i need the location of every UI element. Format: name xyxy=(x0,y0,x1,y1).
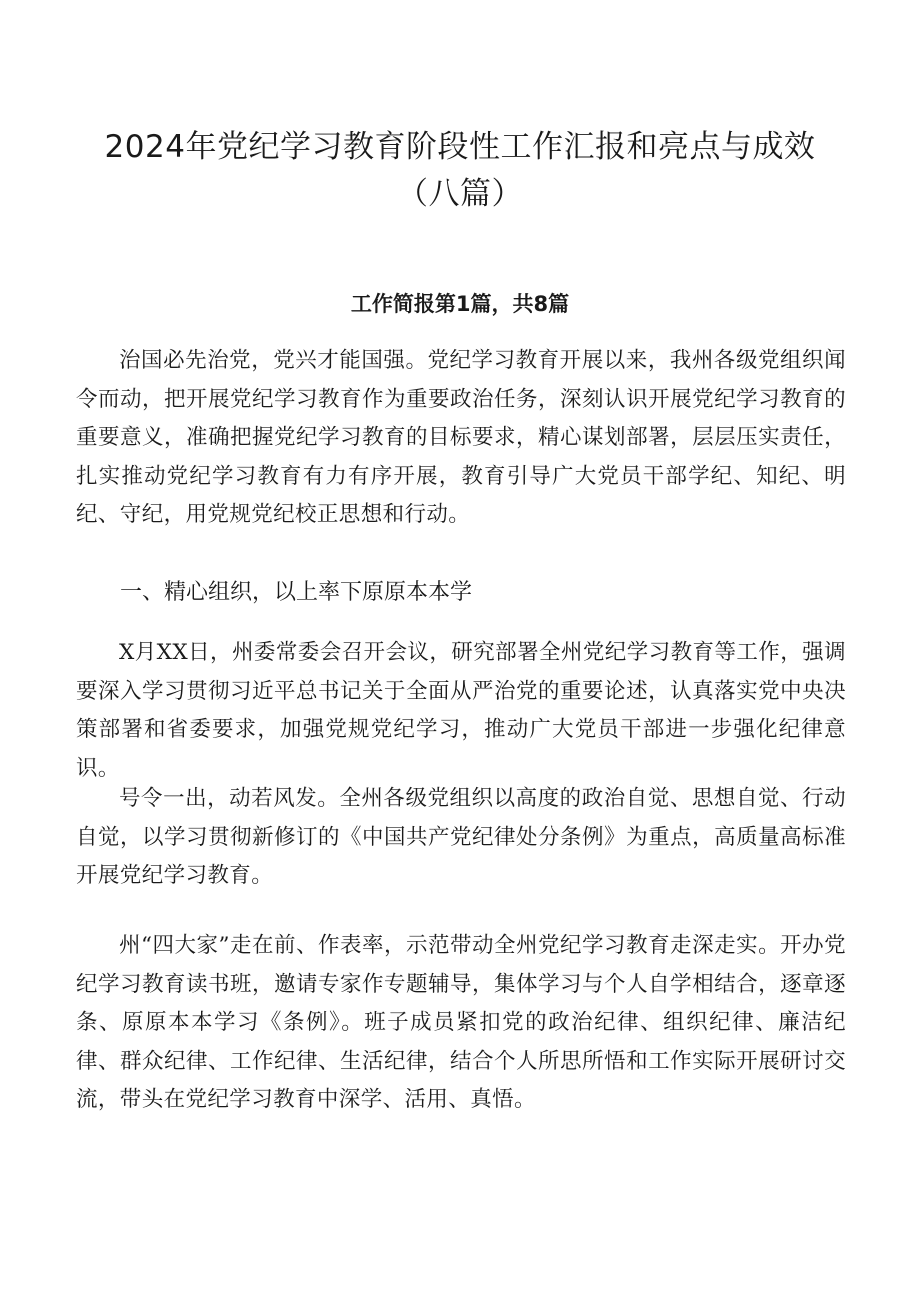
section-paragraph: 号令一出，动若风发。全州各级党组织以高度的政治自觉、思想自觉、行动自觉，以学习贯彻新修订的《中国共产党纪律处分条例》为重点，高质量高标准开展党纪学习教育。 xyxy=(76,786,846,888)
intro-paragraph: 治国必先治党，党兴才能国强。党纪学习教育开展以来，我州各级党组织闻令而动，把开展党纪学习教育作为重要政治任务，深刻认识开展党纪学习教育的重要意义，准确把握党纪学习教育的目标要求，精心谋划部署，层层压实责任，扎实推动党纪学习教育有力有序开展，教育引导广大党员干部学纪、知纪、明纪、守纪，用党规党纪校正思想和行动。 xyxy=(76,348,846,527)
section-paragraph: 州“四大家”走在前、作表率，示范带动全州党纪学习教育走深走实。开办党纪学习教育读书班，邀请专家作专题辅导，集体学习与个人自学相结合，逐章逐条、原原本本学习《条例》。班子成员紧扣党的政治纪律、组织纪律、廉洁纪律、群众纪律、工作纪律、生活纪律，结合个人所思所悟和工作实际开展研讨交流，带头在党纪学习教育中深学、活用、真悟。 xyxy=(76,933,846,1112)
section-paragraph: X月XX日，州委常委会召开会议，研究部署全州党纪学习教育等工作，强调要深入学习贯彻习近平总书记关于全面从严治党的重要论述，认真落实党中央决策部署和省委要求，加强党规党纪学习，推动广大党员干部进一步强化纪律意识。 xyxy=(76,640,846,781)
document-subtitle: 工作简报第1篇，共8篇 xyxy=(350,292,570,316)
document-title-count: （八篇） xyxy=(397,176,523,212)
document-title: 2024年党纪学习教育阶段性工作汇报和亮点与成效 xyxy=(104,129,816,165)
section-heading: 一、精心组织，以上率下原原本本学 xyxy=(120,580,473,605)
